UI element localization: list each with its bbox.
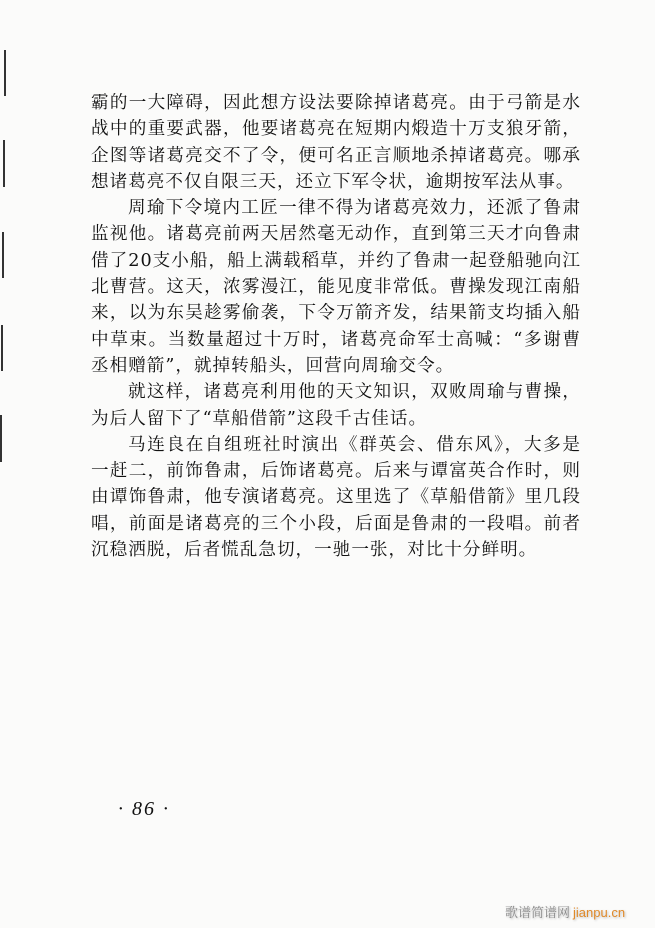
paragraph: 就这样，诸葛亮利用他的天文知识，双败周瑜与曹操，为后人留下了“草船借箭”这段千古佳话。 bbox=[91, 382, 581, 429]
page-number: · 86 · bbox=[118, 798, 170, 820]
watermark-domain: jianpu.cn bbox=[573, 905, 626, 920]
watermark bbox=[505, 902, 625, 921]
paragraph: 马连良在自组班社时演出《群英会、借东风》，大多是一赶二，前饰鲁肃，后饰诸葛亮。后来与谭富英合作时，则由谭饰鲁肃，他专演诸葛亮。这里选了《草船借箭》里几段唱，前面是诸葛亮的三个小段，后面是鲁肃的一段唱。前者沉稳洒脱，后者慌乱急切，一驰一张，对比十分鲜明。 bbox=[91, 434, 581, 561]
binding-mark bbox=[4, 50, 6, 96]
paragraph: 霸的一大障碍，因此想方设法要除掉诸葛亮。由于弓箭是水战中的重要武器，他要诸葛亮在短期内煅造十万支狼牙箭，企图等诸葛亮交不了令，便可名正言顺地杀掉诸葛亮。哪承想诸葛亮不仅自限三天，还立下军令状，逾期按军法从事。 bbox=[91, 93, 581, 192]
paragraph: 周瑜下令境内工匠一律不得为诸葛亮效力，还派了鲁肃监视他。诸葛亮前两天居然毫无动作，直到第三天才向鲁肃借了20支小船，船上满载稻草，并约了鲁肃一起登船驰向江北曹营。这天，浓雾漫江，能见度非常低。曹操发现江南船来，以为东吴趁雾偷袭，下令万箭齐发，结果箭支均插入船中草束。当数量超过十万时，诸葛亮命军士高喊：“多谢曹丞相赠箭”，就掉转船头，回营向周瑜交令。 bbox=[91, 198, 581, 376]
binding-mark bbox=[1, 325, 3, 371]
binding-mark bbox=[3, 140, 5, 187]
page-body bbox=[91, 90, 581, 563]
watermark-site-name: 歌谱简谱网 bbox=[505, 906, 571, 921]
binding-mark bbox=[0, 415, 2, 462]
binding-mark bbox=[2, 232, 4, 278]
